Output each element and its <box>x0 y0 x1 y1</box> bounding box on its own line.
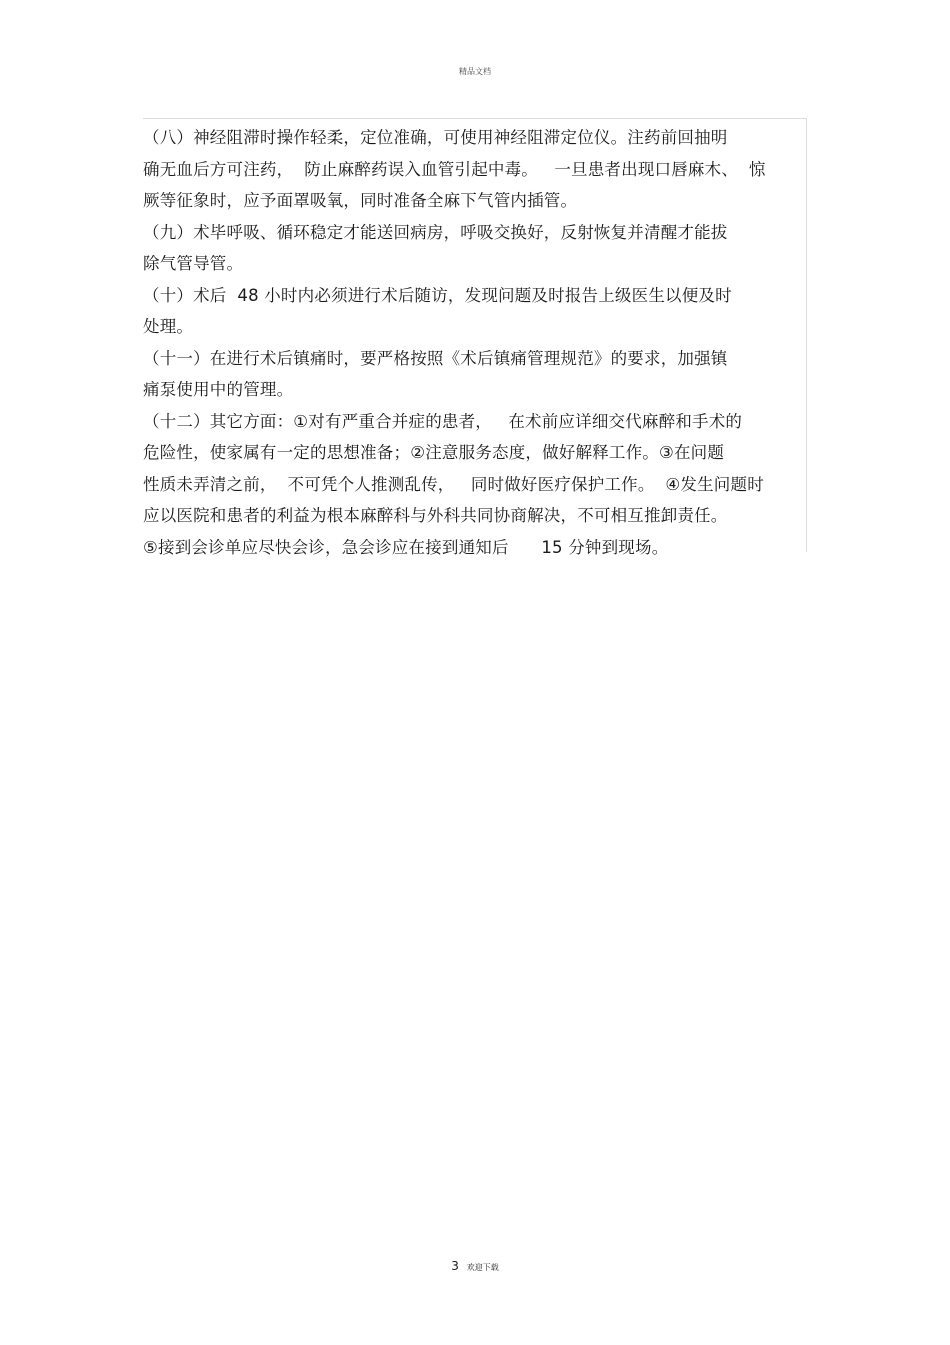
page-footer <box>0 1259 950 1273</box>
text-line: （八）神经阻滞时操作轻柔，定位准确，可使用神经阻滞定位仪。注药前回抽明 <box>143 128 728 147</box>
page-number: 3 <box>451 1259 459 1273</box>
text-line: 确无血后方可注药， 防止麻醉药误入血管引起中毒。 一旦患者出现口唇麻木、 惊 <box>143 159 766 179</box>
text-line: 处理。 <box>143 317 194 336</box>
text-line: （十一）在进行术后镇痛时，要严格按照《术后镇痛管理规范》的要求，加强镇 <box>143 348 728 368</box>
footer-text: 欢迎下载 <box>466 1263 499 1272</box>
text-line: （十）术后 48 小时内必须进行术后随访，发现问题及时报告上级医生以便及时 <box>143 285 732 305</box>
text-line: 痛泵使用中的管理。 <box>143 380 294 399</box>
text-line: 厥等征象时，应予面罩吸氧，同时准备全麻下气管内插管。 <box>143 191 578 210</box>
document-body <box>143 122 807 563</box>
text-line: 除气管导管。 <box>143 254 244 273</box>
text-line: （十二）其它方面：①对有严重合并症的患者， 在术前应详细交代麻醉和手术的 <box>143 411 743 431</box>
text-line: 应以医院和患者的利益为根本麻醉科与外科共同协商解决，不可相互推卸责任。 <box>143 506 728 525</box>
text-line: ⑤接到会诊单应尽快会诊，急会诊应在接到通知后 15 分钟到现场。 <box>143 537 669 557</box>
text-line: 危险性，使家属有一定的思想准备；②注意服务态度，做好解释工作。③在问题 <box>143 443 725 462</box>
text-line: （九）术毕呼吸、循环稳定才能送回病房，呼吸交换好，反射恢复并清醒才能拔 <box>143 222 728 242</box>
page-header: 精品文档 <box>459 67 491 76</box>
text-line: 性质未弄清之前， 不可凭个人推测乱传， 同时做好医疗保护工作。 ④发生问题时 <box>143 474 764 494</box>
